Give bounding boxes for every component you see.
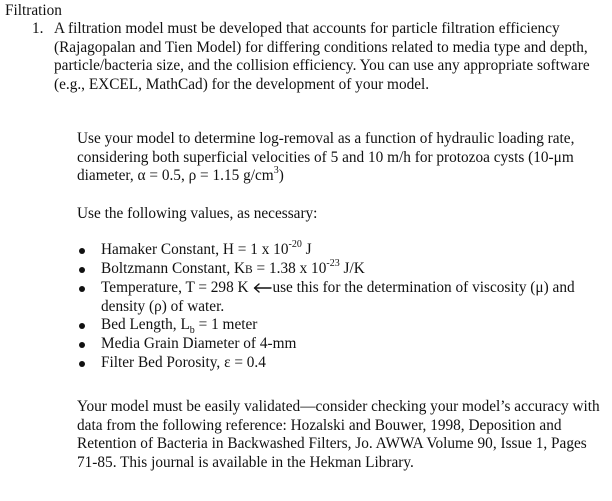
left-arrow-icon — [252, 283, 272, 293]
list-item-grain-diameter — [77, 335, 605, 354]
bullet-icon — [79, 286, 85, 292]
list-item-porosity — [77, 354, 605, 373]
cubic-superscript: 3 — [273, 165, 279, 177]
hamaker-unit: J — [301, 241, 312, 258]
bullet-icon — [79, 361, 85, 367]
bed-length-text-b: = 1 meter — [194, 316, 258, 334]
task-paragraph-text: Use your model to determine log-removal as a function of hydraulic loading rate, considering both superficial velocities of 5 and 10 m/h for protozoa cysts (10-μm diameter, α = 0.5, ρ = 1.15 g/cm — [77, 130, 575, 185]
grain-diameter-text: Media Grain Diameter of 4-mm — [101, 334, 297, 352]
question-number: 1. — [32, 20, 44, 37]
hamaker-text: Hamaker Constant, H = 1 x 10 — [101, 241, 289, 258]
validation-paragraph: Your model must be easily validated—consider checking your model’s accuracy with data from the following reference: Hozalski and Bouwer, 1998, Deposition and Retention of Bacteria in Backwashed Filters, Jo. AWWA Volume 90, Issue 1, Pages 71-85. This journal is available in the Hekman Library. — [77, 398, 600, 471]
document-heading: Filtration — [5, 2, 62, 19]
bullet-icon — [79, 342, 85, 348]
hamaker-exponent: -20 — [288, 238, 302, 250]
list-item-bed-length — [77, 316, 605, 335]
task-paragraph — [77, 130, 605, 186]
values-intro: Use the following values, as necessary: — [77, 205, 318, 222]
bullet-icon — [79, 267, 85, 273]
temperature-text: Temperature, T = 298 K — [101, 279, 253, 297]
list-item-boltzmann — [77, 257, 605, 280]
boltzmann-text-b: = 1.38 x 10 — [252, 259, 327, 277]
temperature-note: use this for the determination of viscosity (μ) and density (ρ) of water. — [101, 279, 575, 315]
list-item-hamaker — [77, 238, 605, 260]
boltzmann-subscript: B — [245, 263, 253, 276]
list-item-temperature — [77, 279, 605, 316]
porosity-text: Filter Bed Porosity, ε = 0.4 — [101, 353, 266, 371]
bullet-icon — [79, 323, 85, 329]
bed-length-subscript: b — [189, 325, 195, 337]
boltzmann-text-a: Boltzmann Constant, K — [101, 259, 246, 277]
values-list — [77, 238, 605, 372]
boltzmann-unit: J/K — [339, 259, 365, 277]
bed-length-text-a: Bed Length, L — [101, 316, 190, 334]
question-text: A filtration model must be developed that accounts for particle filtration efficiency (Rajagopalan and Tien Model) for differing conditions related to media type and depth, particle/bacteria size, and the collision efficiency. You can use any appropriate software (e.g., EXCEL, MathCad) for the development of your model. — [54, 20, 590, 93]
boltzmann-exponent: -23 — [326, 257, 340, 269]
bullet-icon — [79, 248, 85, 254]
task-paragraph-tail: ) — [278, 167, 284, 185]
